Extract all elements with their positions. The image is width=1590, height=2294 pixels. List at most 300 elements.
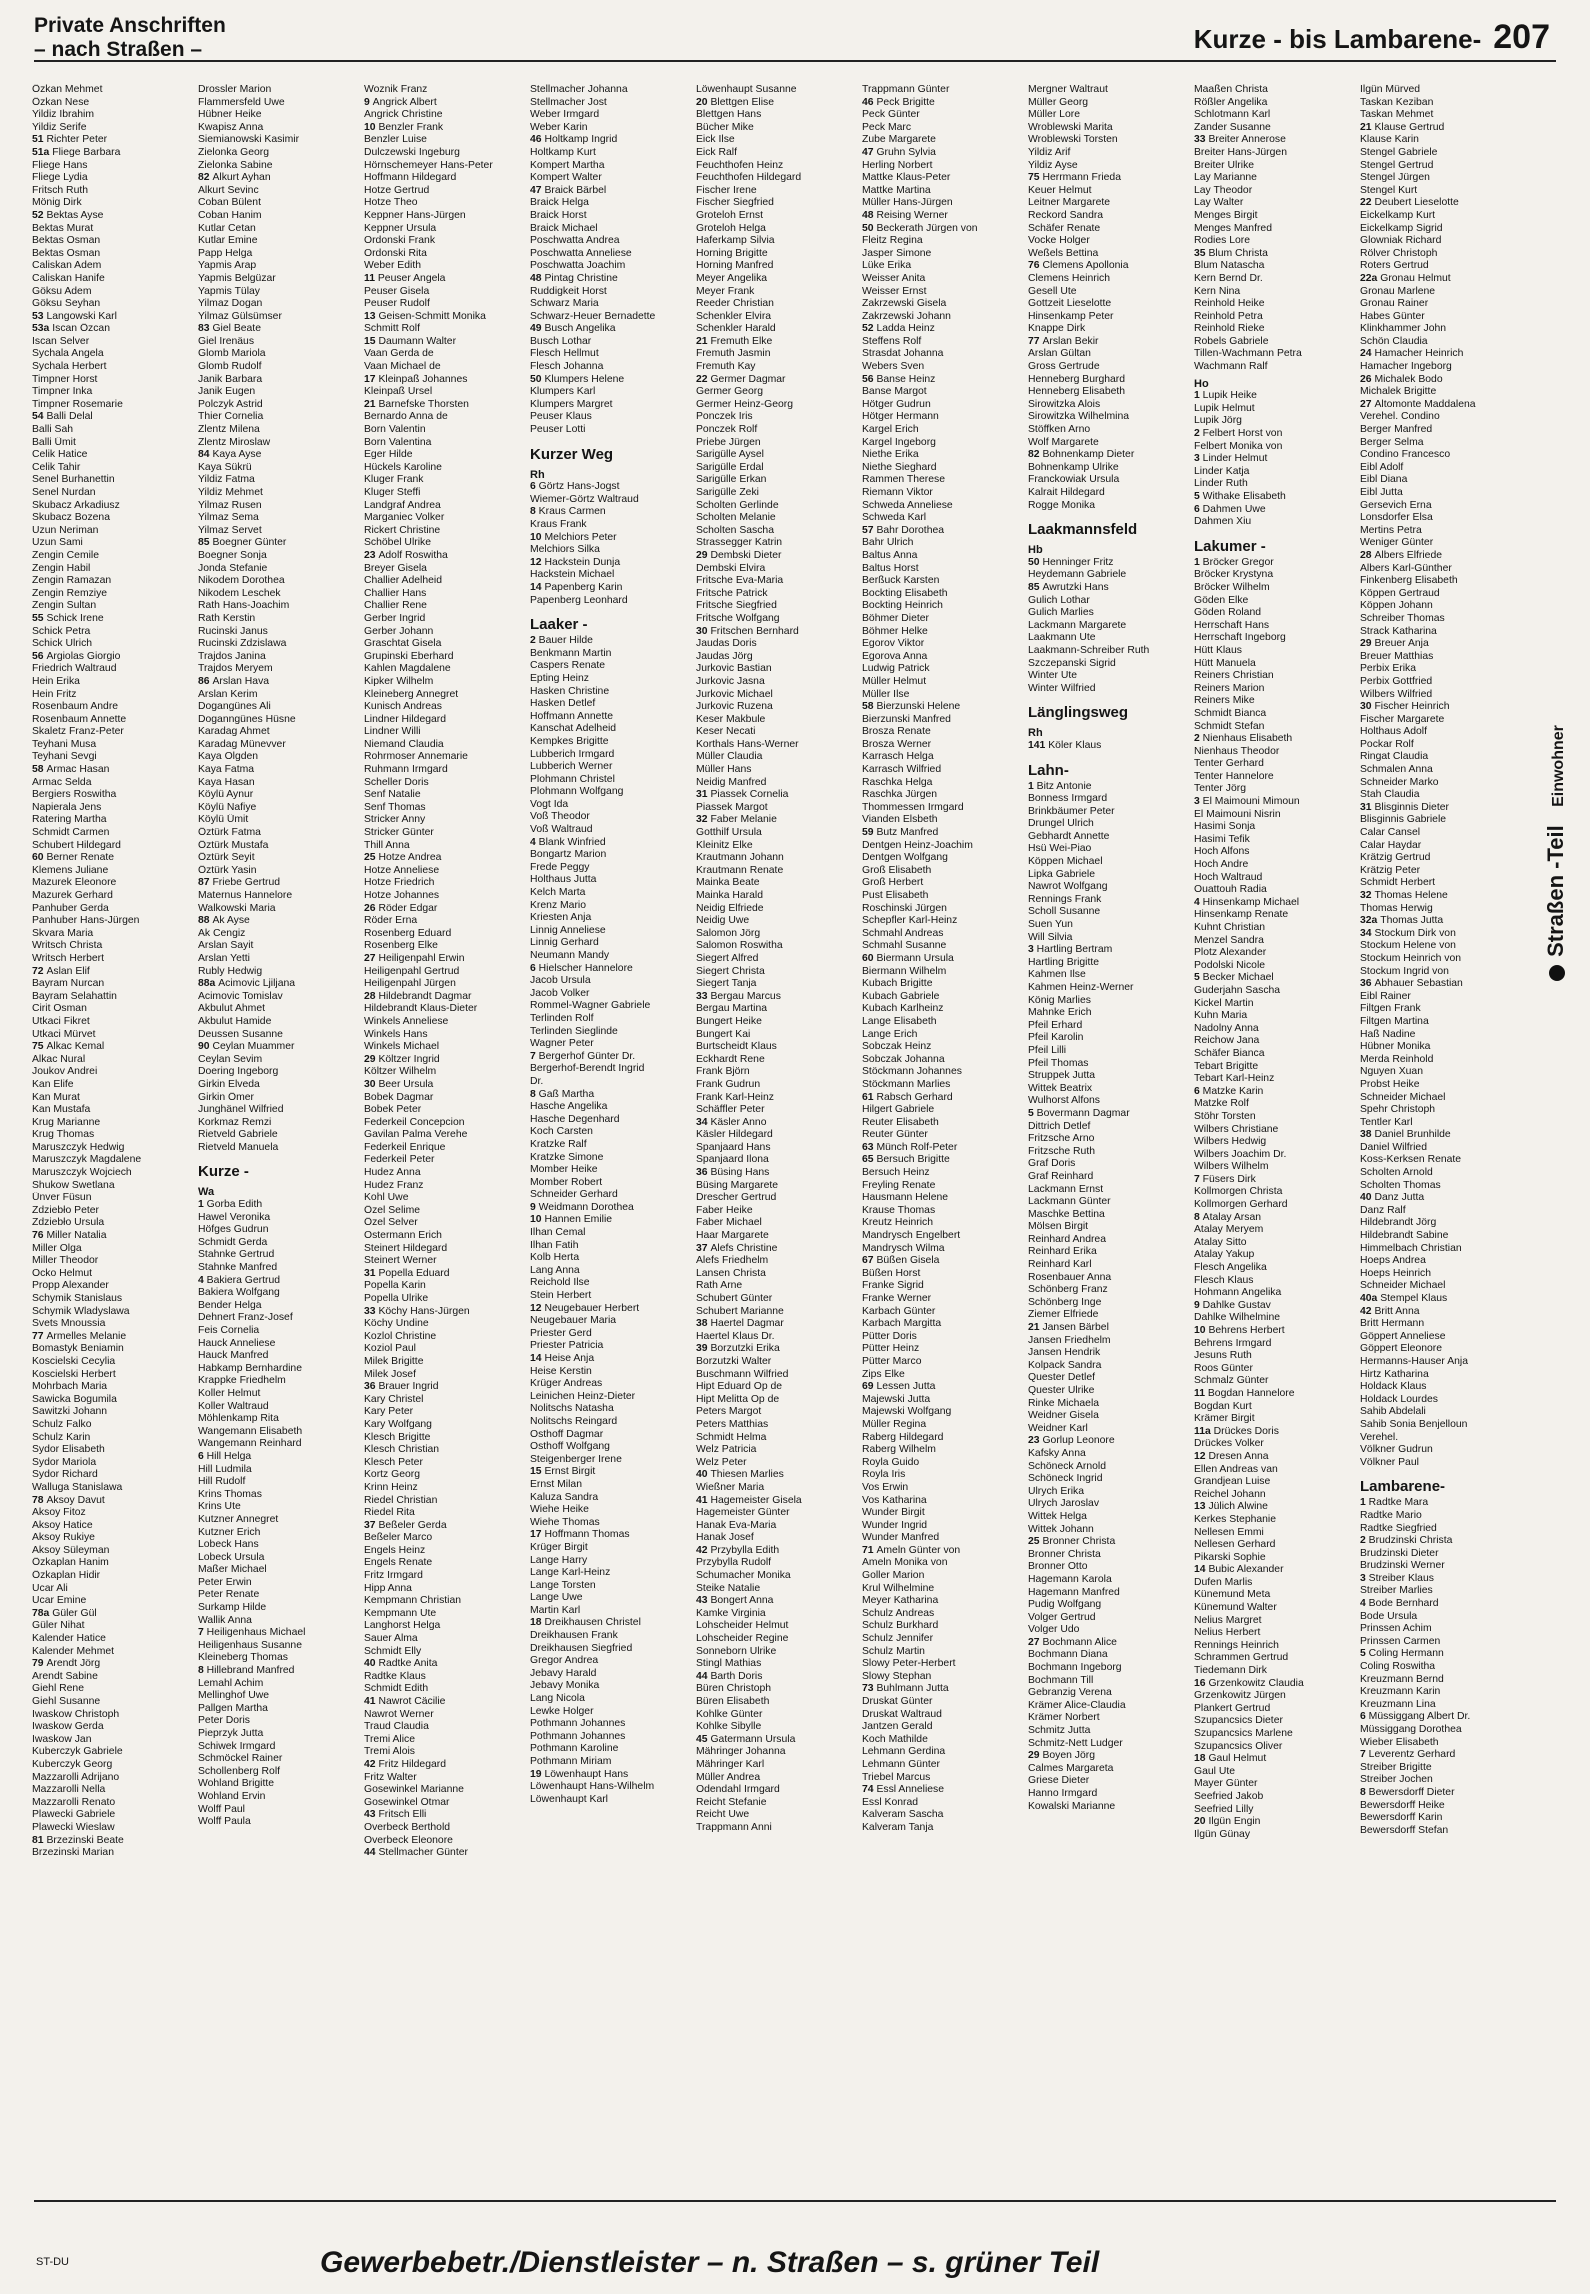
- resident-entry: [1028, 474, 1194, 487]
- resident-entry: [32, 751, 198, 764]
- resident-name: Hagemann Karola: [1028, 1573, 1112, 1585]
- side-tab-label-main: Straßen -Teil: [1543, 825, 1568, 957]
- resident-name: Krug Thomas: [32, 1129, 95, 1141]
- resident-name: Köppen Michael: [1028, 856, 1103, 868]
- resident-entry: [862, 1570, 1028, 1583]
- resident-name: Jurkovic Ruzena: [696, 701, 773, 713]
- resident-name: Ünver Füsun: [32, 1192, 92, 1204]
- resident-name: Bektas Ayse: [46, 209, 104, 221]
- resident-name: Bochmann Alice: [1042, 1636, 1117, 1648]
- resident-entry: [696, 1293, 862, 1306]
- resident-entry: [530, 1580, 696, 1593]
- resident-name: Brinkbäumer Peter: [1028, 805, 1115, 817]
- resident-name: Bungert Heike: [696, 1015, 762, 1027]
- resident-name: Klemens Juliane: [32, 864, 109, 876]
- resident-entry: [364, 1255, 530, 1268]
- resident-entry: [364, 588, 530, 601]
- resident-name: Siegert Tanja: [696, 978, 757, 990]
- resident-name: Lackmann Margarete: [1028, 619, 1127, 631]
- resident-name: Albers Elfriede: [1374, 549, 1443, 561]
- resident-name: Lang Anna: [530, 1264, 580, 1276]
- resident-name: Graschtat Gisela: [364, 638, 442, 650]
- resident-entry: [862, 361, 1028, 374]
- resident-name: Stein Herbert: [530, 1290, 592, 1302]
- resident-name: Göden Elke: [1194, 594, 1249, 606]
- resident-entry: [1360, 726, 1526, 739]
- resident-name: Kargel Ingeborg: [862, 436, 936, 448]
- house-number: 51a: [32, 146, 53, 158]
- section-title-line1: Private Anschriften: [34, 14, 226, 37]
- resident-name: Becker Michael: [1202, 972, 1274, 984]
- resident-entry: [364, 978, 530, 991]
- resident-entry: [530, 1038, 696, 1051]
- resident-entry: [530, 160, 696, 173]
- resident-entry: [32, 109, 198, 122]
- street-heading: Länglingsweg: [1028, 704, 1129, 722]
- resident-name: Kohl Uwe: [364, 1192, 409, 1204]
- resident-name: Kahmen Heinz-Werner: [1028, 982, 1134, 993]
- resident-name: Maßer Michael: [198, 1564, 267, 1576]
- resident-entry: [198, 1350, 364, 1363]
- resident-name: Armac Hasan: [46, 764, 110, 776]
- resident-entry: [696, 1759, 862, 1772]
- resident-entry: [696, 1003, 862, 1016]
- resident-name: Benzler Luise: [364, 134, 427, 146]
- resident-name: Krappke Friedhelm: [198, 1375, 286, 1387]
- resident-entry: [530, 937, 696, 950]
- resident-name: Pütter Doris: [862, 1330, 917, 1342]
- resident-entry: [32, 563, 198, 576]
- resident-entry: [862, 1822, 1028, 1835]
- resident-entry: [32, 1734, 198, 1747]
- resident-entry: [32, 1759, 198, 1772]
- resident-name: Korthals Hans-Werner: [696, 738, 799, 750]
- resident-name: Born Valentin: [364, 424, 426, 436]
- resident-name: Adolf Roswitha: [378, 549, 448, 561]
- resident-name: Nawrot Wolfgang: [1028, 881, 1108, 893]
- resident-entry: [862, 487, 1028, 500]
- resident-entry: [696, 1608, 862, 1621]
- resident-name: Winkels Anneliese: [364, 1015, 449, 1027]
- resident-name: Skubacz Bozena: [32, 512, 110, 524]
- resident-name: Kalender Hatice: [32, 1633, 106, 1645]
- resident-entry: [530, 811, 696, 824]
- resident-name: Matzke Karin: [1202, 1085, 1264, 1097]
- resident-name: Bobek Dagmar: [364, 1091, 434, 1103]
- resident-name: Hasimi Tefik: [1194, 833, 1250, 845]
- resident-entry: [1194, 1035, 1360, 1048]
- resident-entry: [1194, 607, 1360, 620]
- resident-name: Glowniak Richard: [1360, 235, 1442, 247]
- resident-entry: [530, 1718, 696, 1731]
- resident-name: Hagemeister Günter: [696, 1507, 790, 1519]
- resident-name: Lobeck Hans: [198, 1539, 259, 1551]
- resident-entry: [1360, 437, 1526, 450]
- resident-entry: [696, 1570, 862, 1583]
- resident-name: Maternus Hannelore: [198, 890, 293, 901]
- resident-name: Sarigülle Erdal: [696, 461, 764, 473]
- resident-entry: [1194, 821, 1360, 834]
- resident-name: Boyen Jörg: [1042, 1750, 1096, 1762]
- resident-entry: [198, 1489, 364, 1502]
- resident-entry: [364, 449, 530, 462]
- resident-name: Uzun Sami: [32, 537, 83, 549]
- resident-name: Lubberich Werner: [530, 761, 613, 773]
- resident-entry: [1028, 881, 1194, 894]
- resident-entry: [1194, 1237, 1360, 1250]
- resident-entry: [198, 1262, 364, 1275]
- resident-name: Streiber Jochen: [1360, 1774, 1433, 1786]
- resident-name: Armac Selda: [32, 776, 92, 788]
- resident-entry: [1194, 172, 1360, 185]
- resident-entry: [530, 1378, 696, 1391]
- resident-entry: [1028, 683, 1194, 696]
- resident-entry: [1028, 223, 1194, 236]
- resident-entry: [364, 1759, 530, 1772]
- resident-name: Peck Brigitte: [876, 96, 935, 108]
- resident-entry: [696, 1104, 862, 1117]
- house-number: 36: [1360, 978, 1375, 990]
- resident-entry: [198, 374, 364, 387]
- resident-name: Ernst Milan: [530, 1478, 582, 1490]
- resident-name: Poschwatta Andrea: [530, 235, 620, 247]
- resident-name: Griese Dieter: [1028, 1775, 1090, 1787]
- resident-name: Holtkamp Kurt: [530, 146, 596, 158]
- house-number: 53: [32, 310, 47, 322]
- resident-name: Blettgen Elise: [710, 96, 774, 108]
- resident-name: Winkels Hans: [364, 1028, 428, 1040]
- resident-entry: [862, 1658, 1028, 1671]
- resident-entry: [198, 638, 364, 651]
- resident-name: Triebel Marcus: [862, 1771, 931, 1783]
- resident-name: Melchiors Silka: [530, 544, 600, 556]
- resident-entry: [696, 978, 862, 991]
- resident-name: Krämer Norbert: [1028, 1712, 1100, 1724]
- resident-name: Bergiers Roswitha: [32, 789, 117, 801]
- resident-entry: [1028, 1498, 1194, 1511]
- resident-entry: [696, 286, 862, 299]
- house-number: 21: [1028, 1322, 1043, 1334]
- resident-name: Weidner Karl: [1028, 1422, 1088, 1434]
- resident-entry: [530, 1177, 696, 1190]
- house-number: 27: [1028, 1636, 1043, 1648]
- resident-entry: [32, 1268, 198, 1281]
- resident-entry: [32, 928, 198, 941]
- resident-name: Fischer Margarete: [1360, 713, 1445, 725]
- resident-entry: [862, 1595, 1028, 1608]
- resident-name: Borzutzki Erika: [710, 1343, 780, 1355]
- house-number: 13: [364, 310, 379, 322]
- resident-name: Beckerath Jürgen von: [876, 222, 978, 234]
- directory-columns: [32, 84, 1528, 2192]
- resident-name: Schmidt Elly: [364, 1645, 422, 1657]
- resident-entry: [862, 1142, 1028, 1155]
- resident-name: Bronner Christa: [1028, 1548, 1101, 1560]
- resident-name: Svets Mnoussia: [32, 1318, 106, 1330]
- resident-name: Zakrzewski Johann: [862, 310, 951, 322]
- resident-name: Hildebrandt Sabine: [1360, 1230, 1449, 1242]
- resident-entry: [696, 1583, 862, 1596]
- resident-name: Milek Josef: [364, 1368, 416, 1380]
- resident-name: Wießner Maria: [696, 1481, 765, 1493]
- resident-entry: [530, 660, 696, 673]
- resident-name: Giehl Susanne: [32, 1696, 101, 1707]
- resident-name: Popella Ulrike: [364, 1293, 429, 1304]
- resident-entry: [696, 1457, 862, 1470]
- resident-name: Alkurt Sevinc: [198, 184, 259, 196]
- resident-name: Jurkovic Jasna: [696, 675, 765, 687]
- resident-name: Szupancsics Marlene: [1194, 1728, 1293, 1739]
- resident-entry: [364, 1104, 530, 1117]
- resident-entry: [32, 537, 198, 550]
- resident-name: Jurkovic Bastian: [696, 663, 772, 675]
- resident-entry: [364, 563, 530, 576]
- resident-name: Sahib Sonia Benjelloun: [1360, 1418, 1468, 1430]
- resident-name: Fischer Irene: [696, 184, 757, 196]
- resident-entry: [1028, 1612, 1194, 1625]
- resident-name: Ponczek Iris: [696, 411, 753, 423]
- resident-name: Kubach Karlheinz: [862, 1003, 944, 1015]
- resident-name: Meyer Katharina: [862, 1595, 939, 1607]
- house-number: 6: [530, 962, 539, 974]
- resident-entry: [1360, 777, 1526, 790]
- resident-name: Akbulut Hamide: [198, 1015, 272, 1027]
- resident-name: Lohscheider Regine: [696, 1633, 789, 1645]
- resident-entry: [696, 323, 862, 336]
- resident-entry: [530, 1567, 696, 1580]
- resident-name: Perbix Erika: [1360, 663, 1417, 675]
- resident-name: Bonness Irmgard: [1028, 793, 1108, 805]
- resident-name: Dentgen Heinz-Joachim: [862, 839, 973, 851]
- resident-name: Krul Wilhelmine: [862, 1582, 935, 1594]
- resident-entry: [530, 1492, 696, 1505]
- resident-entry: [1194, 1489, 1360, 1502]
- resident-entry: [32, 1419, 198, 1432]
- resident-entry: [530, 1555, 696, 1568]
- resident-name: Költzer Wilhelm: [364, 1066, 437, 1078]
- resident-entry: [364, 1079, 530, 1092]
- resident-name: Kempmann Ute: [364, 1607, 437, 1619]
- resident-entry: [364, 802, 530, 815]
- resident-entry: [1028, 210, 1194, 223]
- resident-entry: [1194, 1741, 1360, 1754]
- resident-entry: [862, 638, 1028, 651]
- resident-name: Hinsenkamp Peter: [1028, 310, 1114, 322]
- resident-entry: [696, 613, 862, 626]
- resident-entry: [364, 739, 530, 752]
- resident-entry: [696, 991, 862, 1004]
- resident-name: Kozlol Christine: [364, 1330, 437, 1342]
- resident-name: Hasche Degenhard: [530, 1113, 620, 1125]
- resident-entry: [32, 726, 198, 739]
- resident-entry: [198, 789, 364, 802]
- resident-name: Niethe Sieghard: [862, 461, 937, 473]
- resident-entry: [530, 1328, 696, 1341]
- resident-name: Plawecki Wieslaw: [32, 1821, 115, 1833]
- resident-entry: [364, 1633, 530, 1646]
- house-number: 82: [198, 172, 213, 184]
- resident-name: Brosza Werner: [862, 738, 932, 750]
- resident-name: Reichold Ilse: [530, 1277, 590, 1289]
- resident-entry: [198, 500, 364, 513]
- resident-entry: [530, 1126, 696, 1139]
- resident-entry: [32, 1784, 198, 1797]
- resident-name: Menzel Sandra: [1194, 934, 1264, 946]
- resident-entry: [364, 890, 530, 903]
- resident-name: Eickelkamp Sigrid: [1360, 222, 1443, 234]
- resident-name: Dreikhausen Frank: [530, 1630, 618, 1642]
- resident-name: Stöckmann Marlies: [862, 1078, 951, 1090]
- resident-name: Reichel Johann: [1194, 1488, 1266, 1500]
- house-number: 75: [32, 1041, 47, 1053]
- resident-entry: [364, 928, 530, 941]
- resident-name: Vocke Holger: [1028, 235, 1090, 247]
- resident-name: Hotze Theo: [364, 197, 418, 209]
- resident-entry: [696, 789, 862, 802]
- resident-entry: [32, 827, 198, 840]
- district-code: Ho: [1194, 377, 1209, 390]
- resident-entry: [32, 1255, 198, 1268]
- resident-entry: [696, 147, 862, 160]
- resident-name: Yildiz Fatma: [198, 474, 255, 486]
- resident-entry: [1360, 172, 1526, 185]
- resident-name: Germer Dagmar: [710, 373, 786, 385]
- resident-name: Volger Udo: [1028, 1624, 1080, 1636]
- resident-entry: [364, 1469, 530, 1482]
- resident-name: Scholten Gerlinde: [696, 499, 779, 511]
- resident-name: Tebart Brigitte: [1194, 1060, 1259, 1072]
- resident-name: Bersuch Brigitte: [876, 1154, 950, 1166]
- resident-name: Busch Angelika: [544, 323, 616, 335]
- resident-entry: [32, 1129, 198, 1142]
- street-heading: Laakmannsfeld: [1028, 521, 1138, 539]
- resident-name: Vaan Gerda de: [364, 348, 434, 360]
- resident-name: Ilgün Engin: [1208, 1816, 1261, 1828]
- resident-name: Pfeil Lilli: [1028, 1044, 1067, 1056]
- resident-entry: [1360, 1510, 1526, 1523]
- resident-entry: [364, 663, 530, 676]
- resident-entry: [530, 1454, 696, 1467]
- resident-entry: [32, 1797, 198, 1810]
- resident-name: Siemianowski Kasimir: [198, 134, 300, 146]
- resident-entry: [32, 437, 198, 450]
- resident-entry: [1360, 991, 1526, 1004]
- resident-name: Wolff Paula: [198, 1816, 251, 1828]
- resident-entry: [696, 1734, 862, 1747]
- resident-entry: [862, 1293, 1028, 1306]
- resident-name: Aslan Elif: [46, 965, 90, 977]
- resident-entry: [364, 638, 530, 651]
- resident-name: Kutzner Annegret: [198, 1513, 279, 1525]
- resident-entry: [32, 1154, 198, 1167]
- resident-entry: [364, 1746, 530, 1759]
- resident-entry: [32, 1041, 198, 1054]
- resident-entry: [364, 525, 530, 538]
- resident-name: Maschke Bettina: [1028, 1208, 1105, 1220]
- resident-name: Gosewinkel Otmar: [364, 1796, 450, 1808]
- resident-entry: [696, 1709, 862, 1722]
- resident-entry: [1028, 1448, 1194, 1461]
- resident-name: Blum Natascha: [1194, 260, 1265, 272]
- house-number: 2: [1194, 733, 1203, 745]
- resident-name: Büsing Margarete: [696, 1179, 779, 1191]
- resident-name: Völkner Gudrun: [1360, 1444, 1433, 1456]
- resident-entry: [364, 1520, 530, 1533]
- resident-name: Kreuzmann Bernd: [1360, 1673, 1444, 1685]
- house-number: 79: [32, 1658, 47, 1670]
- resident-name: Hanak Josef: [696, 1532, 754, 1544]
- resident-name: Dahmen Uwe: [1202, 503, 1266, 515]
- resident-name: Gaul Helmut: [1208, 1753, 1267, 1765]
- resident-entry: [32, 1495, 198, 1508]
- resident-name: Wiemer-Görtz Waltraud: [530, 493, 639, 505]
- house-number: 48: [530, 272, 545, 284]
- resident-entry: [696, 1507, 862, 1520]
- resident-name: Zielonka Sabine: [198, 159, 273, 171]
- resident-entry: [530, 874, 696, 887]
- house-number: 31: [1360, 801, 1375, 813]
- resident-entry: [1194, 658, 1360, 671]
- resident-name: Steigenberger Irene: [530, 1453, 622, 1465]
- resident-name: Giel Irenäus: [198, 335, 255, 347]
- resident-name: Dentgen Wolfgang: [862, 852, 948, 864]
- resident-name: Hoffmann Hildegard: [364, 172, 457, 184]
- resident-entry: [364, 500, 530, 513]
- resident-entry: [198, 273, 364, 286]
- resident-entry: [1194, 1665, 1360, 1678]
- resident-name: Jülich Alwine: [1208, 1501, 1268, 1513]
- resident-entry: [32, 160, 198, 173]
- resident-entry: [696, 751, 862, 764]
- house-number: 22: [1360, 197, 1375, 209]
- resident-name: Klause Karin: [1360, 134, 1419, 146]
- resident-name: Janik Eugen: [198, 386, 256, 398]
- resident-name: Hoch Alfons: [1194, 846, 1250, 858]
- resident-name: Schenkler Elvira: [696, 310, 772, 322]
- resident-entry: [32, 1545, 198, 1558]
- resident-entry: [1194, 872, 1360, 885]
- resident-name: Fliege Barbara: [52, 146, 121, 158]
- resident-entry: [1028, 286, 1194, 299]
- resident-entry: [1360, 323, 1526, 336]
- resident-name: Pfeil Erhard: [1028, 1019, 1083, 1031]
- resident-name: Gavilan Palma Verehe: [364, 1129, 468, 1141]
- resident-entry: [364, 1822, 530, 1835]
- resident-name: Lay Theodor: [1194, 184, 1253, 196]
- resident-name: Breiter Hans-Jürgen: [1194, 146, 1287, 158]
- resident-entry: [1028, 1058, 1194, 1071]
- resident-entry: [530, 1277, 696, 1290]
- resident-entry: [364, 260, 530, 273]
- house-number: 6: [1360, 1711, 1369, 1723]
- resident-entry: [32, 777, 198, 790]
- resident-entry: [364, 424, 530, 437]
- resident-name: Hilgert Gabriele: [862, 1104, 935, 1116]
- resident-entry: [1028, 1398, 1194, 1411]
- resident-name: Alkac Kemal: [46, 1041, 105, 1053]
- resident-name: Voß Theodor: [530, 811, 590, 823]
- resident-entry: [198, 877, 364, 890]
- resident-name: Nikodem Dorothea: [198, 575, 285, 587]
- resident-name: Felbert Horst von: [1202, 428, 1283, 440]
- resident-entry: [1360, 1280, 1526, 1293]
- house-number: 5: [1360, 1648, 1369, 1660]
- resident-name: Zengin Sultan: [32, 600, 97, 612]
- house-number: 4: [1360, 1598, 1369, 1610]
- house-number: 30: [696, 625, 711, 637]
- resident-entry: [1194, 1753, 1360, 1766]
- resident-entry: [696, 1696, 862, 1709]
